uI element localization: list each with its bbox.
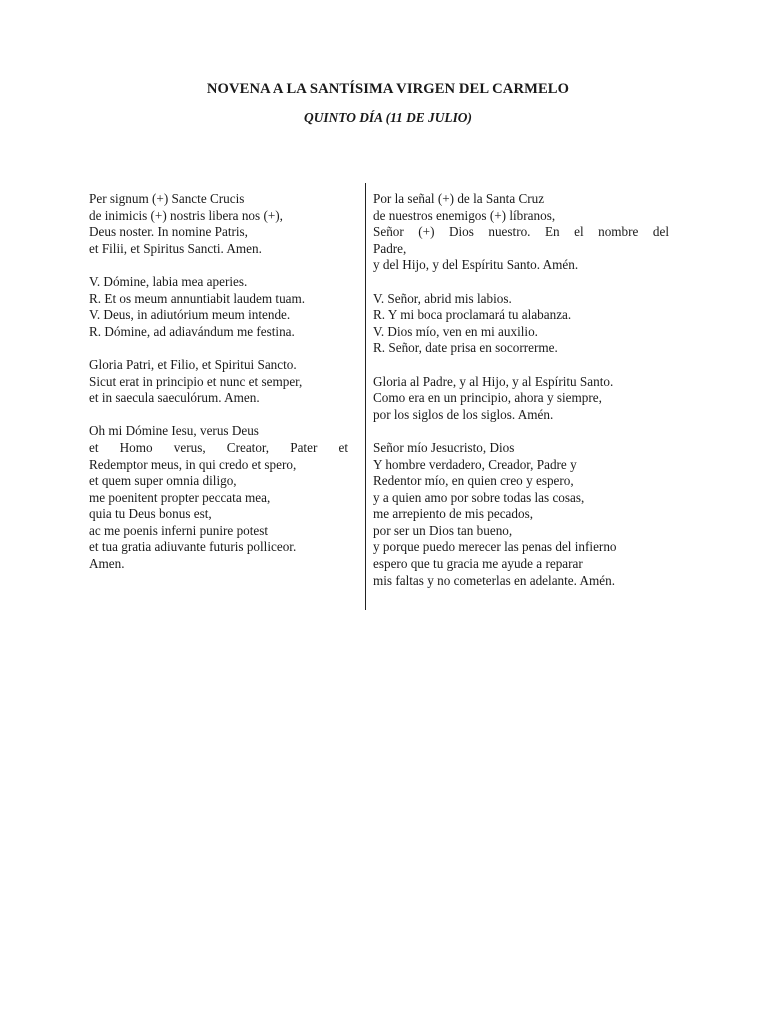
text-line: et quem super omnia diligo, (89, 473, 237, 489)
text-line: Por la señal (+) de la Santa Cruz (373, 191, 545, 206)
latin-stanza-versicles (89, 274, 348, 340)
page-title: NOVENA A LA SANTÍSIMA VIRGEN DEL CARMELO (206, 81, 570, 97)
column-divider (365, 183, 366, 610)
text-line: quia tu Deus bonus est, (89, 506, 212, 522)
latin-stanza-gloria (89, 357, 348, 407)
text-line: V. Dios mío, ven en mi auxilio. (373, 323, 538, 339)
text-line: Sicut erat in principio et nunc et semper, (89, 373, 303, 389)
text-line: por los siglos de los siglos. Amén. (373, 406, 554, 422)
text-line: ac me poenis inferni punire potest (89, 522, 269, 538)
text-line: Señor mío Jesucristo, Dios (373, 439, 515, 455)
text-line: de inimicis (+) nostris libera nos (+), (89, 207, 283, 223)
text-line: por ser un Dios tan bueno, (373, 522, 513, 538)
text-line: et Filii, et Spiritus Sancti. Amen. (89, 240, 262, 256)
text-line: R. Señor, date prisa en socorrerme. (373, 340, 558, 356)
latin-stanza-contrition (89, 423, 348, 572)
text-line: R. Et os meum annuntiabit laudem tuam. (89, 290, 306, 306)
text-line: Redentor mío, en quien creo y espero, (373, 473, 574, 489)
text-line: Padre, (373, 240, 407, 256)
text-line: Deus noster. In nomine Patris, (89, 224, 248, 240)
spanish-column (373, 191, 669, 606)
text-line: me poenitent propter peccata mea, (89, 489, 271, 505)
text-line: et in saecula saeculórum. Amen. (89, 390, 260, 406)
spanish-stanza-versicles (373, 291, 669, 357)
text-line: y a quien amo por sobre todas las cosas, (373, 489, 585, 505)
text-line: Gloria Patri, et Filio, et Spiritui Sancto. (89, 356, 297, 372)
text-line: Per signum (+) Sancte Crucis (89, 191, 245, 206)
spanish-stanza-opening (373, 191, 669, 274)
latin-column (89, 191, 348, 589)
text-line: de nuestros enemigos (+) líbranos, (373, 207, 556, 223)
text-line: V. Dómine, labia mea aperies. (89, 273, 248, 289)
text-line: Como era en un principio, ahora y siempre, (373, 390, 602, 406)
spanish-stanza-contrition (373, 440, 669, 589)
page-subtitle: QUINTO DÍA (11 DE JULIO) (304, 110, 472, 125)
text-line: et Homo verus, Creator, Pater et (89, 439, 348, 455)
text-line: y porque puedo merecer las penas del infierno (373, 539, 617, 555)
text-line: Oh mi Dómine Iesu, verus Deus (89, 423, 259, 439)
latin-stanza-opening (89, 191, 348, 257)
spanish-stanza-gloria (373, 374, 669, 424)
text-line: me arrepiento de mis pecados, (373, 506, 534, 522)
text-line: et tua gratia adiuvante futuris polliceor. (89, 539, 297, 555)
text-line: Y hombre verdadero, Creador, Padre y (373, 456, 577, 472)
text-line: V. Señor, abrid mis labios. (373, 290, 512, 306)
text-line: espero que tu gracia me ayude a reparar (373, 556, 583, 572)
text-line: y del Hijo, y del Espíritu Santo. Amén. (373, 257, 579, 273)
text-line: Amen. (89, 556, 125, 572)
text-line: R. Y mi boca proclamará tu alabanza. (373, 307, 572, 323)
text-line: Redemptor meus, in qui credo et spero, (89, 456, 297, 472)
text-line: R. Dómine, ad adiavándum me festina. (89, 323, 295, 339)
text-line: Gloria al Padre, y al Hijo, y al Espíritu Santo. (373, 373, 614, 389)
text-line: V. Deus, in adiutórium meum intende. (89, 307, 291, 323)
text-line: mis faltas y no cometerlas en adelante. Amén. (373, 572, 616, 588)
text-line: Señor (+) Dios nuestro. En el nombre del (373, 224, 669, 240)
